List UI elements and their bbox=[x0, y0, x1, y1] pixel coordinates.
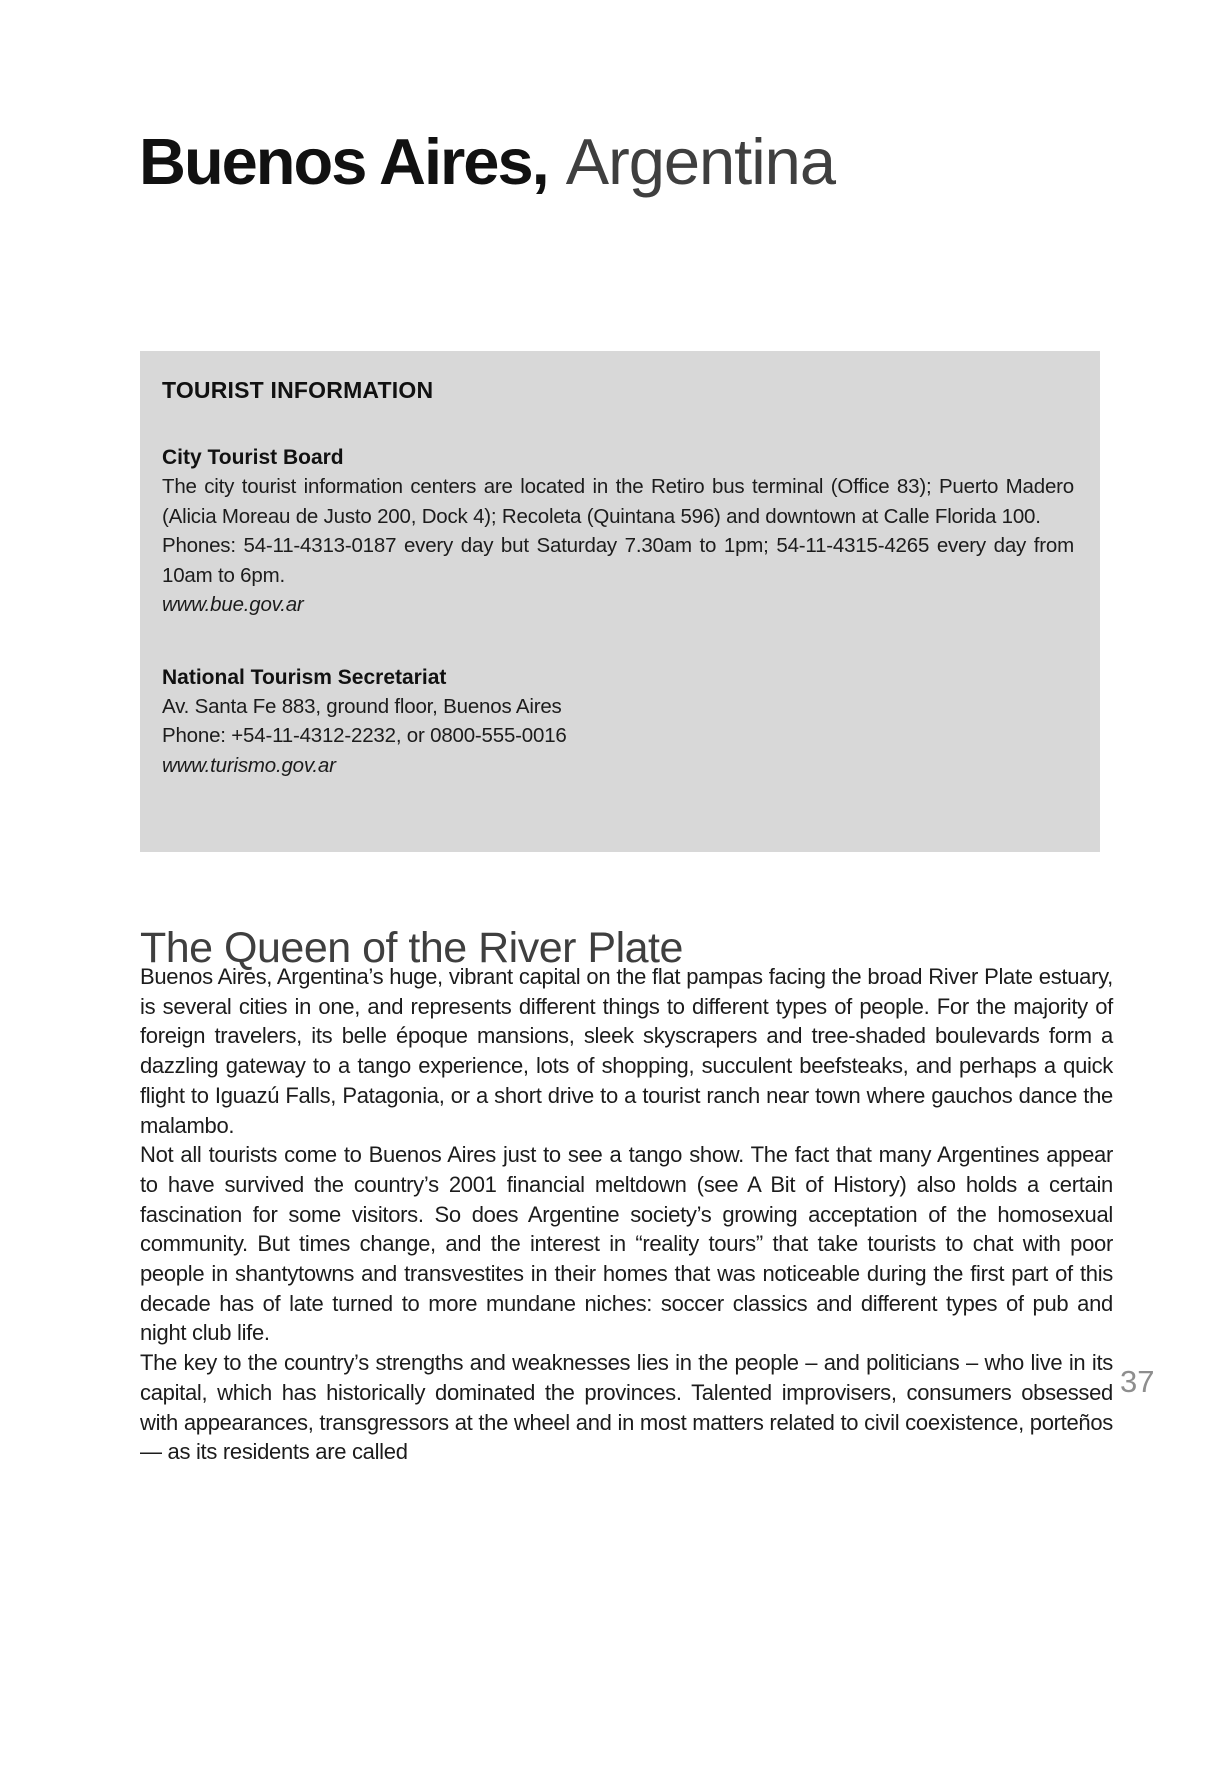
article-body bbox=[140, 962, 1113, 1467]
article-paragraph: Buenos Aires, Argentina’s huge, vibrant capital on the flat pampas facing the broad River Plate estuary, is several cities in one, and represents different things to different types of people. For the majority of foreign travelers, its belle époque mansions, sleek skyscrapers and tree-shaded boulevards form a dazzling gateway to a tango experience, lots of shopping, succulent beefsteaks, and perhaps a quick flight to Iguazú Falls, Patagonia, or a short drive to a tourist ranch near town where gauchos dance the malambo. bbox=[140, 964, 1113, 1138]
article-heading: The Queen of the River Plate bbox=[140, 923, 683, 972]
info-section-city-tourist-board bbox=[162, 446, 1074, 620]
info-section-national-tourism-secretariat bbox=[162, 666, 1074, 781]
article-paragraph: The key to the country’s strengths and weaknesses lies in the people – and politicians – who live in its capital, which has historically dominated the provinces. Talented improvisers, consumers obsessed with appearances, transgressors at the wheel and in most matters related to civil coexistence, porteños — as its residents are called bbox=[140, 1350, 1113, 1465]
section-phones-text: Phones: 54-11-4313-0187 every day but Saturday 7.30am to 1pm; 54-11-4315-4265 every day from 10am to 6pm. bbox=[162, 534, 1074, 587]
info-box-heading: TOURIST INFORMATION bbox=[162, 377, 434, 403]
section-address-text: Av. Santa Fe 883, ground floor, Buenos Aires bbox=[162, 694, 562, 718]
page-title bbox=[139, 126, 835, 198]
section-title: National Tourism Secretariat bbox=[162, 665, 447, 689]
section-title: City Tourist Board bbox=[162, 446, 344, 469]
section-url: www.bue.gov.ar bbox=[162, 593, 304, 616]
section-body-text: The city tourist information centers are located in the Retiro bus terminal (Office 83); Puerto Madero (Alicia Moreau de Justo 200, Dock 4); Recoleta (Quintana 596) and downtown at Calle Florida 100. bbox=[162, 475, 1074, 528]
page-title-city: Buenos Aires, bbox=[139, 124, 548, 198]
article-paragraph: Not all tourists come to Buenos Aires just to see a tango show. The fact that many Argentines appear to have survived the country’s 2001 financial meltdown (see A Bit of History) also holds a certain fascination for some visitors. So does Argentine society’s growing acceptation of the homosexual community. But times change, and the interest in “reality tours” that take tourists to chat with poor people in shantytowns and transvestites in their homes that was noticeable during the first part of this decade has of late turned to more mundane niches: soccer classics and different types of pub and night club life. bbox=[140, 1142, 1113, 1346]
section-phone-text: Phone: +54-11-4312-2232, or 0800-555-0016 bbox=[162, 724, 567, 747]
tourist-information-box bbox=[140, 351, 1100, 852]
page-title-country: Argentina bbox=[565, 124, 835, 198]
page-number: 37 bbox=[1120, 1364, 1155, 1399]
section-url: www.turismo.gov.ar bbox=[162, 753, 336, 777]
